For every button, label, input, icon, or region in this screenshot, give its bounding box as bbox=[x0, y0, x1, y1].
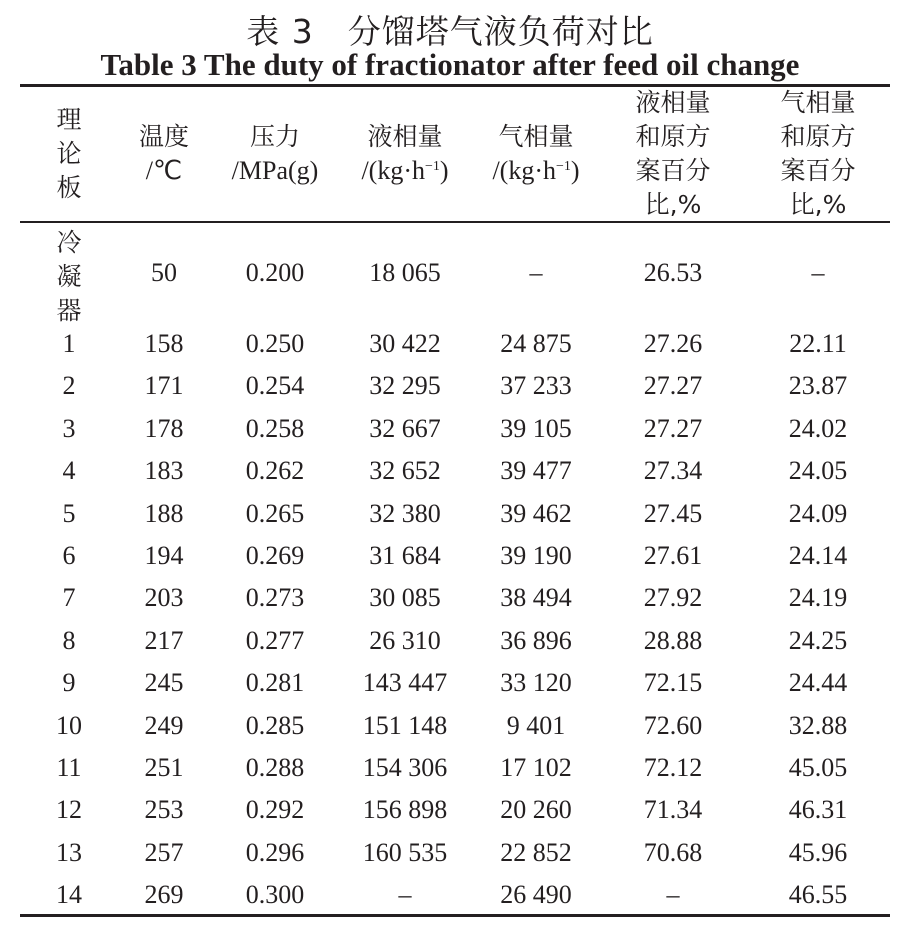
vapor-cell: 20 260 bbox=[500, 795, 572, 824]
vapor-cell: 38 494 bbox=[500, 583, 572, 612]
liquid-cell: 32 295 bbox=[369, 371, 441, 400]
pressure-cell: 0.296 bbox=[245, 838, 305, 867]
temp-cell: 245 bbox=[144, 668, 184, 697]
liquid-cell: 160 535 bbox=[362, 838, 448, 867]
temp-cell: 253 bbox=[144, 795, 184, 824]
header-line: $/(kg\cdot h^{-1})$ bbox=[361, 156, 449, 185]
header-vapor-percent bbox=[765, 88, 871, 220]
liquid-cell: 31 684 bbox=[369, 541, 441, 570]
plate-cell: 6 bbox=[62, 541, 76, 570]
header-liquid-load bbox=[345, 88, 465, 220]
temp-cell: 178 bbox=[144, 414, 184, 443]
vapor-pct-cell: 46.55 bbox=[788, 880, 848, 909]
temp-cell: 249 bbox=[144, 711, 184, 740]
header-line: 压力 bbox=[249, 122, 300, 151]
temp-cell: 158 bbox=[144, 329, 184, 358]
header-rule bbox=[20, 221, 890, 223]
liquid-pct-cell: 72.15 bbox=[643, 668, 703, 697]
table-row bbox=[0, 620, 900, 662]
condenser-label-line: 冷 bbox=[56, 228, 82, 257]
vapor-pct-cell: 22.11 bbox=[789, 329, 847, 358]
liquid-cell: 32 667 bbox=[369, 414, 441, 443]
pressure-cell: 0.250 bbox=[245, 329, 305, 358]
liquid-cell: 156 898 bbox=[362, 795, 448, 824]
temp-cell: 188 bbox=[144, 499, 184, 528]
vapor-pct-cell: 24.14 bbox=[788, 541, 848, 570]
vapor-pct-cell: 24.05 bbox=[788, 456, 848, 485]
table-row bbox=[0, 874, 900, 916]
liquid-cell: – bbox=[398, 880, 412, 909]
vapor-cell: 37 233 bbox=[500, 371, 572, 400]
plate-cell: 1 bbox=[62, 329, 76, 358]
liquid-pct-cell: 27.26 bbox=[643, 329, 703, 358]
vapor-pct-cell: 24.44 bbox=[788, 668, 848, 697]
liquid-pct-cell: 27.27 bbox=[643, 414, 703, 443]
header-line: 比,% bbox=[789, 190, 847, 219]
temp-cell: 257 bbox=[144, 838, 184, 867]
table-row bbox=[0, 323, 900, 365]
table-row bbox=[0, 789, 900, 831]
table-row bbox=[0, 705, 900, 747]
vapor-pct-cell: 24.25 bbox=[788, 626, 848, 655]
liquid-pct-cell: 72.60 bbox=[643, 711, 703, 740]
vapor-pct-cell: 24.19 bbox=[788, 583, 848, 612]
plate-cell: 13 bbox=[56, 838, 82, 867]
vapor-cell: 39 462 bbox=[500, 499, 572, 528]
header-line: 气相量 bbox=[780, 88, 856, 117]
header-line: 案百分 bbox=[780, 156, 856, 185]
header-vapor-load bbox=[475, 88, 597, 220]
vapor-cell: 17 102 bbox=[500, 753, 572, 782]
condenser-row bbox=[0, 252, 900, 294]
header-temperature bbox=[120, 88, 208, 220]
liquid-cell: 32 652 bbox=[369, 456, 441, 485]
plate-cell: 3 bbox=[62, 414, 76, 443]
vapor-cell: 22 852 bbox=[500, 838, 572, 867]
liquid-cell: 26 310 bbox=[369, 626, 441, 655]
pressure-cell: 0.269 bbox=[245, 541, 305, 570]
top-rule bbox=[20, 84, 890, 87]
pressure-cell: 0.292 bbox=[245, 795, 305, 824]
liquid-pct-cell: 27.34 bbox=[643, 456, 703, 485]
table-title-english: Table 3 The duty of fractionator after feed oil change bbox=[100, 47, 800, 82]
table-row bbox=[0, 450, 900, 492]
vapor-pct-cell: 24.02 bbox=[788, 414, 848, 443]
temp-cell: 171 bbox=[144, 371, 184, 400]
header-line: /MPa(g) bbox=[231, 156, 319, 185]
liquid-cell: 143 447 bbox=[362, 668, 448, 697]
header-line: 比,% bbox=[644, 190, 702, 219]
plate-cell: 8 bbox=[62, 626, 76, 655]
liquid-pct-cell: – bbox=[666, 880, 680, 909]
temp-cell: 217 bbox=[144, 626, 184, 655]
plate-cell: 5 bbox=[62, 499, 76, 528]
vapor-cell: 39 190 bbox=[500, 541, 572, 570]
header-line: 案百分 bbox=[635, 156, 711, 185]
header-line: 气相量 bbox=[498, 122, 574, 151]
pressure-cell: 0.281 bbox=[245, 668, 305, 697]
header-line: 液相量 bbox=[635, 88, 711, 117]
header-line: 理 bbox=[56, 105, 82, 134]
header-pressure bbox=[215, 88, 335, 220]
plate-cell: 4 bbox=[62, 456, 76, 485]
temp-cell: 251 bbox=[144, 753, 184, 782]
pressure-cell: 0.273 bbox=[245, 583, 305, 612]
liquid-pct-cell: 71.34 bbox=[643, 795, 703, 824]
plate-cell: 7 bbox=[62, 583, 76, 612]
liquid-pct-cell: 70.68 bbox=[643, 838, 703, 867]
vapor-pct-cell: 45.05 bbox=[788, 753, 848, 782]
table-row bbox=[0, 365, 900, 407]
pressure-cell: 0.265 bbox=[245, 499, 305, 528]
temp-cell: 194 bbox=[144, 541, 184, 570]
liquid-cell: 30 085 bbox=[369, 583, 441, 612]
pressure-cell: 0.262 bbox=[245, 456, 305, 485]
condenser-temp: 50 bbox=[151, 258, 177, 287]
table-row bbox=[0, 662, 900, 704]
vapor-pct-cell: 23.87 bbox=[788, 371, 848, 400]
vapor-cell: 39 105 bbox=[500, 414, 572, 443]
liquid-pct-cell: 27.27 bbox=[643, 371, 703, 400]
liquid-cell: 32 380 bbox=[369, 499, 441, 528]
condenser-vapor-pct: – bbox=[811, 258, 825, 287]
liquid-pct-cell: 27.45 bbox=[643, 499, 703, 528]
header-plate bbox=[40, 88, 98, 220]
vapor-cell: 33 120 bbox=[500, 668, 572, 697]
temp-cell: 183 bbox=[144, 456, 184, 485]
table-title-chinese: 表 3 分馏塔气液负荷对比 bbox=[246, 12, 654, 51]
pressure-cell: 0.258 bbox=[245, 414, 305, 443]
vapor-pct-cell: 45.96 bbox=[788, 838, 848, 867]
vapor-pct-cell: 46.31 bbox=[788, 795, 848, 824]
liquid-cell: 151 148 bbox=[362, 711, 448, 740]
pressure-cell: 0.300 bbox=[245, 880, 305, 909]
pressure-cell: 0.288 bbox=[245, 753, 305, 782]
condenser-label-line: 凝 bbox=[56, 262, 82, 291]
vapor-pct-cell: 32.88 bbox=[788, 711, 848, 740]
vapor-cell: 26 490 bbox=[500, 880, 572, 909]
header-line: /℃ bbox=[145, 156, 183, 185]
plate-cell: 2 bbox=[62, 371, 76, 400]
liquid-pct-cell: 28.88 bbox=[643, 626, 703, 655]
vapor-cell: 39 477 bbox=[500, 456, 572, 485]
liquid-cell: 30 422 bbox=[369, 329, 441, 358]
header-line: $/(kg\cdot h^{-1})$ bbox=[492, 156, 580, 185]
table-row bbox=[0, 408, 900, 450]
condenser-liquid-pct: 26.53 bbox=[643, 258, 703, 287]
plate-cell: 14 bbox=[56, 880, 82, 909]
condenser-liquid: 18 065 bbox=[369, 258, 441, 287]
vapor-cell: 9 401 bbox=[506, 711, 566, 740]
header-line: 液相量 bbox=[367, 122, 443, 151]
vapor-cell: 36 896 bbox=[500, 626, 572, 655]
liquid-pct-cell: 27.61 bbox=[643, 541, 703, 570]
table-row bbox=[0, 493, 900, 535]
temp-cell: 203 bbox=[144, 583, 184, 612]
header-line: 和原方 bbox=[635, 122, 711, 151]
temp-cell: 269 bbox=[144, 880, 184, 909]
vapor-pct-cell: 24.09 bbox=[788, 499, 848, 528]
header-line: 和原方 bbox=[780, 122, 856, 151]
vapor-cell: 24 875 bbox=[500, 329, 572, 358]
condenser-label-line: 器 bbox=[56, 296, 82, 325]
plate-cell: 12 bbox=[56, 795, 82, 824]
header-line: 温度 bbox=[138, 122, 189, 151]
table-row bbox=[0, 832, 900, 874]
table-row bbox=[0, 577, 900, 619]
condenser-vapor: – bbox=[529, 258, 543, 287]
header-line: 板 bbox=[56, 173, 82, 202]
liquid-pct-cell: 27.92 bbox=[643, 583, 703, 612]
plate-cell: 11 bbox=[56, 753, 82, 782]
table-row bbox=[0, 747, 900, 789]
liquid-cell: 154 306 bbox=[362, 753, 448, 782]
liquid-pct-cell: 72.12 bbox=[643, 753, 703, 782]
pressure-cell: 0.277 bbox=[245, 626, 305, 655]
condenser-pressure: 0.200 bbox=[245, 258, 305, 287]
pressure-cell: 0.285 bbox=[245, 711, 305, 740]
plate-cell: 10 bbox=[56, 711, 82, 740]
table-row bbox=[0, 535, 900, 577]
plate-cell: 9 bbox=[62, 668, 76, 697]
header-liquid-percent bbox=[620, 88, 726, 220]
header-line: 论 bbox=[56, 139, 82, 168]
pressure-cell: 0.254 bbox=[245, 371, 305, 400]
